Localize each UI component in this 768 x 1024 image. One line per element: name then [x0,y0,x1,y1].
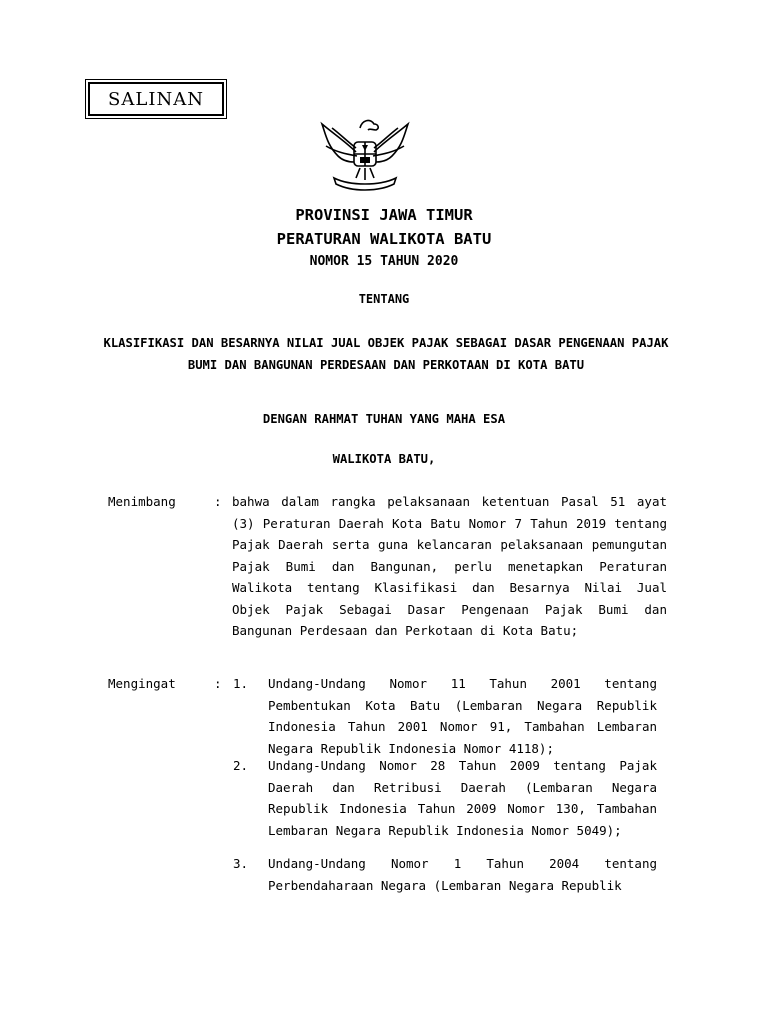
garuda-emblem-icon [316,112,414,194]
province-heading: PROVINSI JAWA TIMUR [295,206,473,224]
about-heading: TENTANG [358,292,410,306]
regulation-heading: PERATURAN WALIKOTA BATU [276,230,492,248]
mengingat-item-number: 1. [233,676,249,691]
subject-title: KLASIFIKASI DAN BESARNYA NILAI JUAL OBJEK PAJAK SEBAGAI DASAR PENGENAAN PAJAK BUMI DAN BANGUNAN PERDESAAN DAN PERKOTAAN DI KOTA BATU [103,336,669,372]
mayor-heading: WALIKOTA BATU, [332,452,436,466]
mengingat-label: Mengingat [108,676,176,691]
salinan-stamp [88,82,224,116]
regulation-number: NOMOR 15 TAHUN 2020 [309,254,459,269]
mengingat-item-number: 3. [233,856,249,871]
menimbang-colon: : [214,494,222,509]
mengingat-colon: : [214,676,222,691]
mengingat-item-text: Undang-Undang Nomor 28 Tahun 2009 tentang Pajak Daerah dan Retribusi Daerah (Lembaran Negara Republik Indonesia Tahun 2009 Nomor 130, Tambahan Lembaran Negara Republik Indonesia Nomor 5049); [268,758,657,838]
menimbang-label: Menimbang [108,494,176,509]
salinan-stamp-label: SALINAN [108,89,204,110]
mengingat-item-text: Undang-Undang Nomor 11 Tahun 2001 tentang Pembentukan Kota Batu (Lembaran Negara Republik Indonesia Tahun 2001 Nomor 91, Tambahan Lembaran Negara Republik Indonesia Nomor 4118); [268,676,657,756]
mengingat-item-text: Undang-Undang Nomor 1 Tahun 2004 tentang Perbendaharaan Negara (Lembaran Negara Republik [268,856,657,893]
menimbang-text: bahwa dalam rangka pelaksanaan ketentuan Pasal 51 ayat (3) Peraturan Daerah Kota Batu Nomor 7 Tahun 2019 tentang Pajak Daerah serta guna kelancaran pelaksanaan pemungutan Pajak Bumi dan Bangunan, perlu menetapkan Peraturan Walikota tentang Klasifikasi dan Besarnya Nilai Jual Objek Pajak Sebagai Dasar Pengenaan Pajak Bumi dan Bangunan Perdesaan dan Perkotaan di Kota Batu; [232,494,667,638]
mengingat-item-number: 2. [233,758,249,773]
grace-heading: DENGAN RAHMAT TUHAN YANG MAHA ESA [262,412,506,426]
